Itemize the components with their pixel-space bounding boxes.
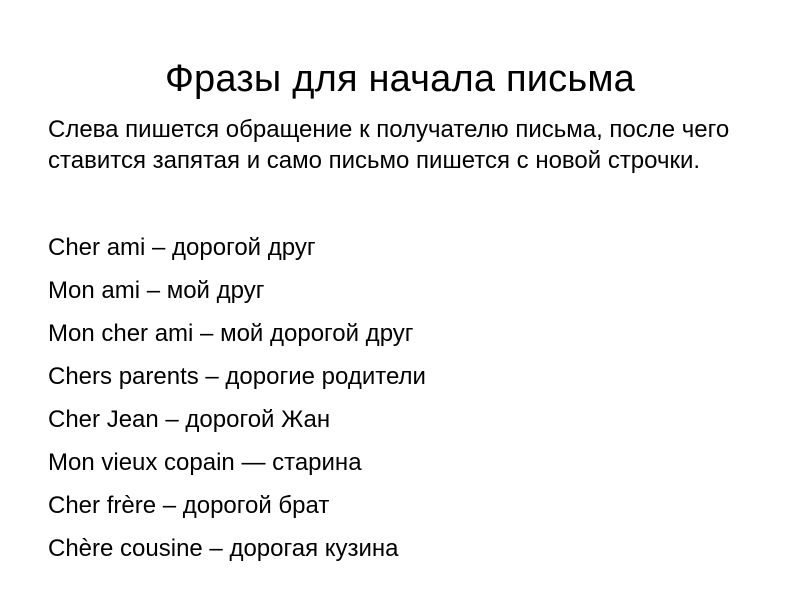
phrase-item-mon-cher-ami: Mon cher ami – мой дорогой друг [48, 320, 414, 347]
phrase-item-cher-frere: Cher frère – дорогой брат [48, 492, 330, 519]
phrase-item-chere-cousine: Chère cousine – дорогая кузина [48, 535, 399, 562]
phrase-item-mon-ami: Mon ami – мой друг [48, 277, 265, 304]
phrase-item-chers-parents: Chers parents – дорогие родители [48, 363, 426, 390]
phrase-list [48, 230, 426, 574]
phrase-item-cher-jean: Cher Jean – дорогой Жан [48, 406, 331, 433]
intro-paragraph: Слева пишется обращение к получателю письма, после чего ставится запятая и само письмо пишется с новой строчки. [48, 116, 730, 174]
phrase-item-mon-vieux-copain: Mon vieux copain — старина [48, 449, 362, 476]
slide-title: Фразы для начала письма [164, 58, 636, 100]
phrase-item-cher-ami: Cher ami – дорогой друг [48, 234, 316, 261]
